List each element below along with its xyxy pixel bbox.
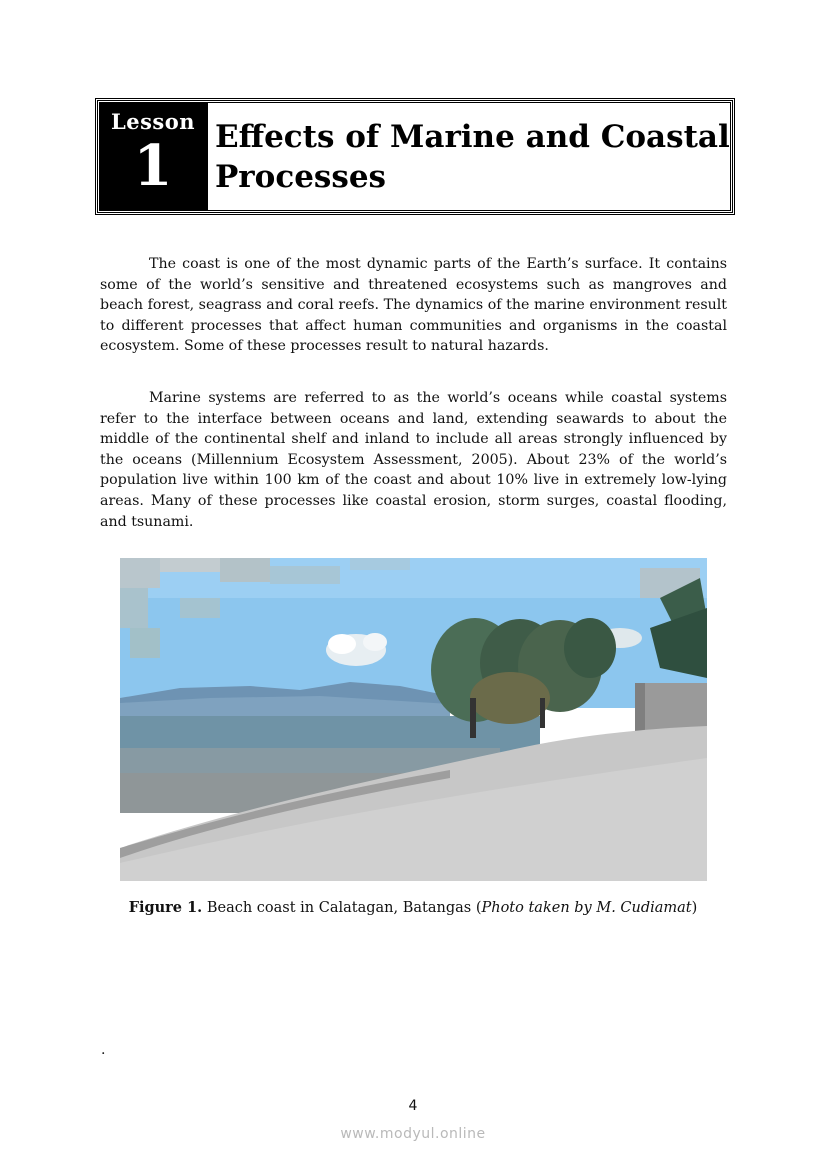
figure-caption-text: Beach coast in Calatagan, Batangas (	[202, 900, 482, 916]
paragraph-1: The coast is one of the most dynamic parts of the Earth’s surface. It contains some of the world’s sensitive and threatened ecosystems such as mangroves and beach forest, seagrass and coral reefs. The dynamics of the marine environment result to different processes that affect human communities and organisms in the coastal ecosystem. Some of these processes result to natural hazards.	[100, 256, 727, 355]
beach-photo	[120, 558, 707, 881]
lesson-word: Lesson	[110, 109, 196, 134]
page-number: 4	[408, 1098, 418, 1114]
lesson-badge	[100, 103, 206, 210]
lesson-number: 1	[133, 133, 173, 199]
figure-caption-close: )	[691, 900, 698, 916]
watermark: www.modyul.online	[340, 1126, 486, 1142]
figure-caption	[0, 899, 826, 916]
lesson-header	[97, 100, 733, 213]
lesson-title	[206, 103, 730, 210]
lesson-title-line2: Processes	[215, 159, 386, 195]
stray-dot: .	[101, 1042, 106, 1058]
lesson-title-line1: Effects of Marine and Coastal	[215, 119, 730, 155]
paragraph-2: Marine systems are referred to as the world’s oceans while coastal systems refer to the interface between oceans and land, extending seawards to about the middle of the continental shelf and inland to include all areas strongly influenced by the oceans (Millennium Ecosystem Assessment, 2005). About 23% of the world’s population live within 100 km of the coast and about 10% live in extremely low-lying areas. Many of these processes like coastal erosion, storm surges, coastal flooding, and tsunami.	[100, 390, 727, 530]
figure-credit: Photo taken by M. Cudiamat	[481, 900, 692, 916]
figure-label: Figure 1.	[128, 899, 203, 916]
